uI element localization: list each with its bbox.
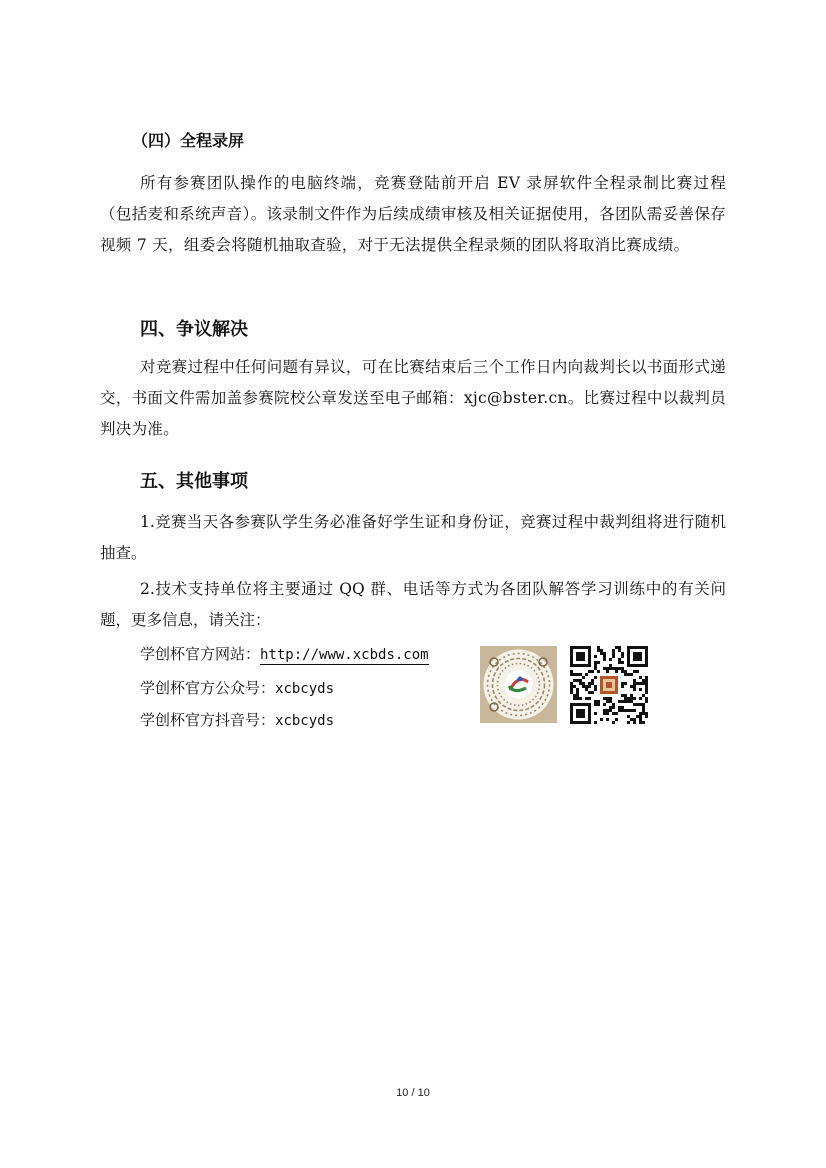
wechat-mini-program-code-icon xyxy=(480,646,557,723)
page-number: 10 / 10 xyxy=(396,1087,430,1099)
wechat-line xyxy=(140,677,334,698)
website-link[interactable]: http://www.xcbds.com xyxy=(260,647,429,663)
wechat-label: 学创杯官方公众号： xyxy=(140,679,276,697)
website-label: 学创杯官方网站： xyxy=(140,645,261,663)
douyin-label: 学创杯官方抖音号： xyxy=(140,711,276,729)
screen-recording-paragraph: 所有参赛团队操作的电脑终端，竞赛登陆前开启 EV 录屏软件全程录制比赛过程（包括麦和系统声音）。该录制文件作为后续成绩审核及相关证据使用，各团队需妥善保存视频 7 天，组委会将随机抽取查验，对于无法提供全程录频的团队将取消比赛成绩。 xyxy=(100,174,726,254)
dispute-paragraph: 对竞赛过程中任何问题有异议，可在比赛结束后三个工作日内向裁判长以书面形式递交，书面文件需加盖参赛院校公章发送至电子邮箱：xjc@bster.cn。比赛过程中以裁判员判决为准。 xyxy=(100,358,726,438)
section-heading-other: 五、其他事项 xyxy=(140,471,248,492)
wechat-qr-code-icon xyxy=(570,646,648,724)
section-heading-screen-recording: （四）全程录屏 xyxy=(132,131,245,150)
other-item-1: 1.竞赛当天各参赛队学生务必准备好学生证和身份证，竞赛过程中裁判组将进行随机抽查。 xyxy=(100,513,726,562)
section-heading-dispute: 四、争议解决 xyxy=(140,319,248,340)
douyin-id: xcbcyds xyxy=(275,713,335,729)
website-line xyxy=(140,643,429,664)
wechat-id: xcbcyds xyxy=(275,681,335,697)
douyin-line xyxy=(140,709,334,730)
other-item-2: 2.技术支持单位将主要通过 QQ 群、电话等方式为各团队解答学习训练中的有关问题，更多信息，请关注： xyxy=(100,580,726,629)
